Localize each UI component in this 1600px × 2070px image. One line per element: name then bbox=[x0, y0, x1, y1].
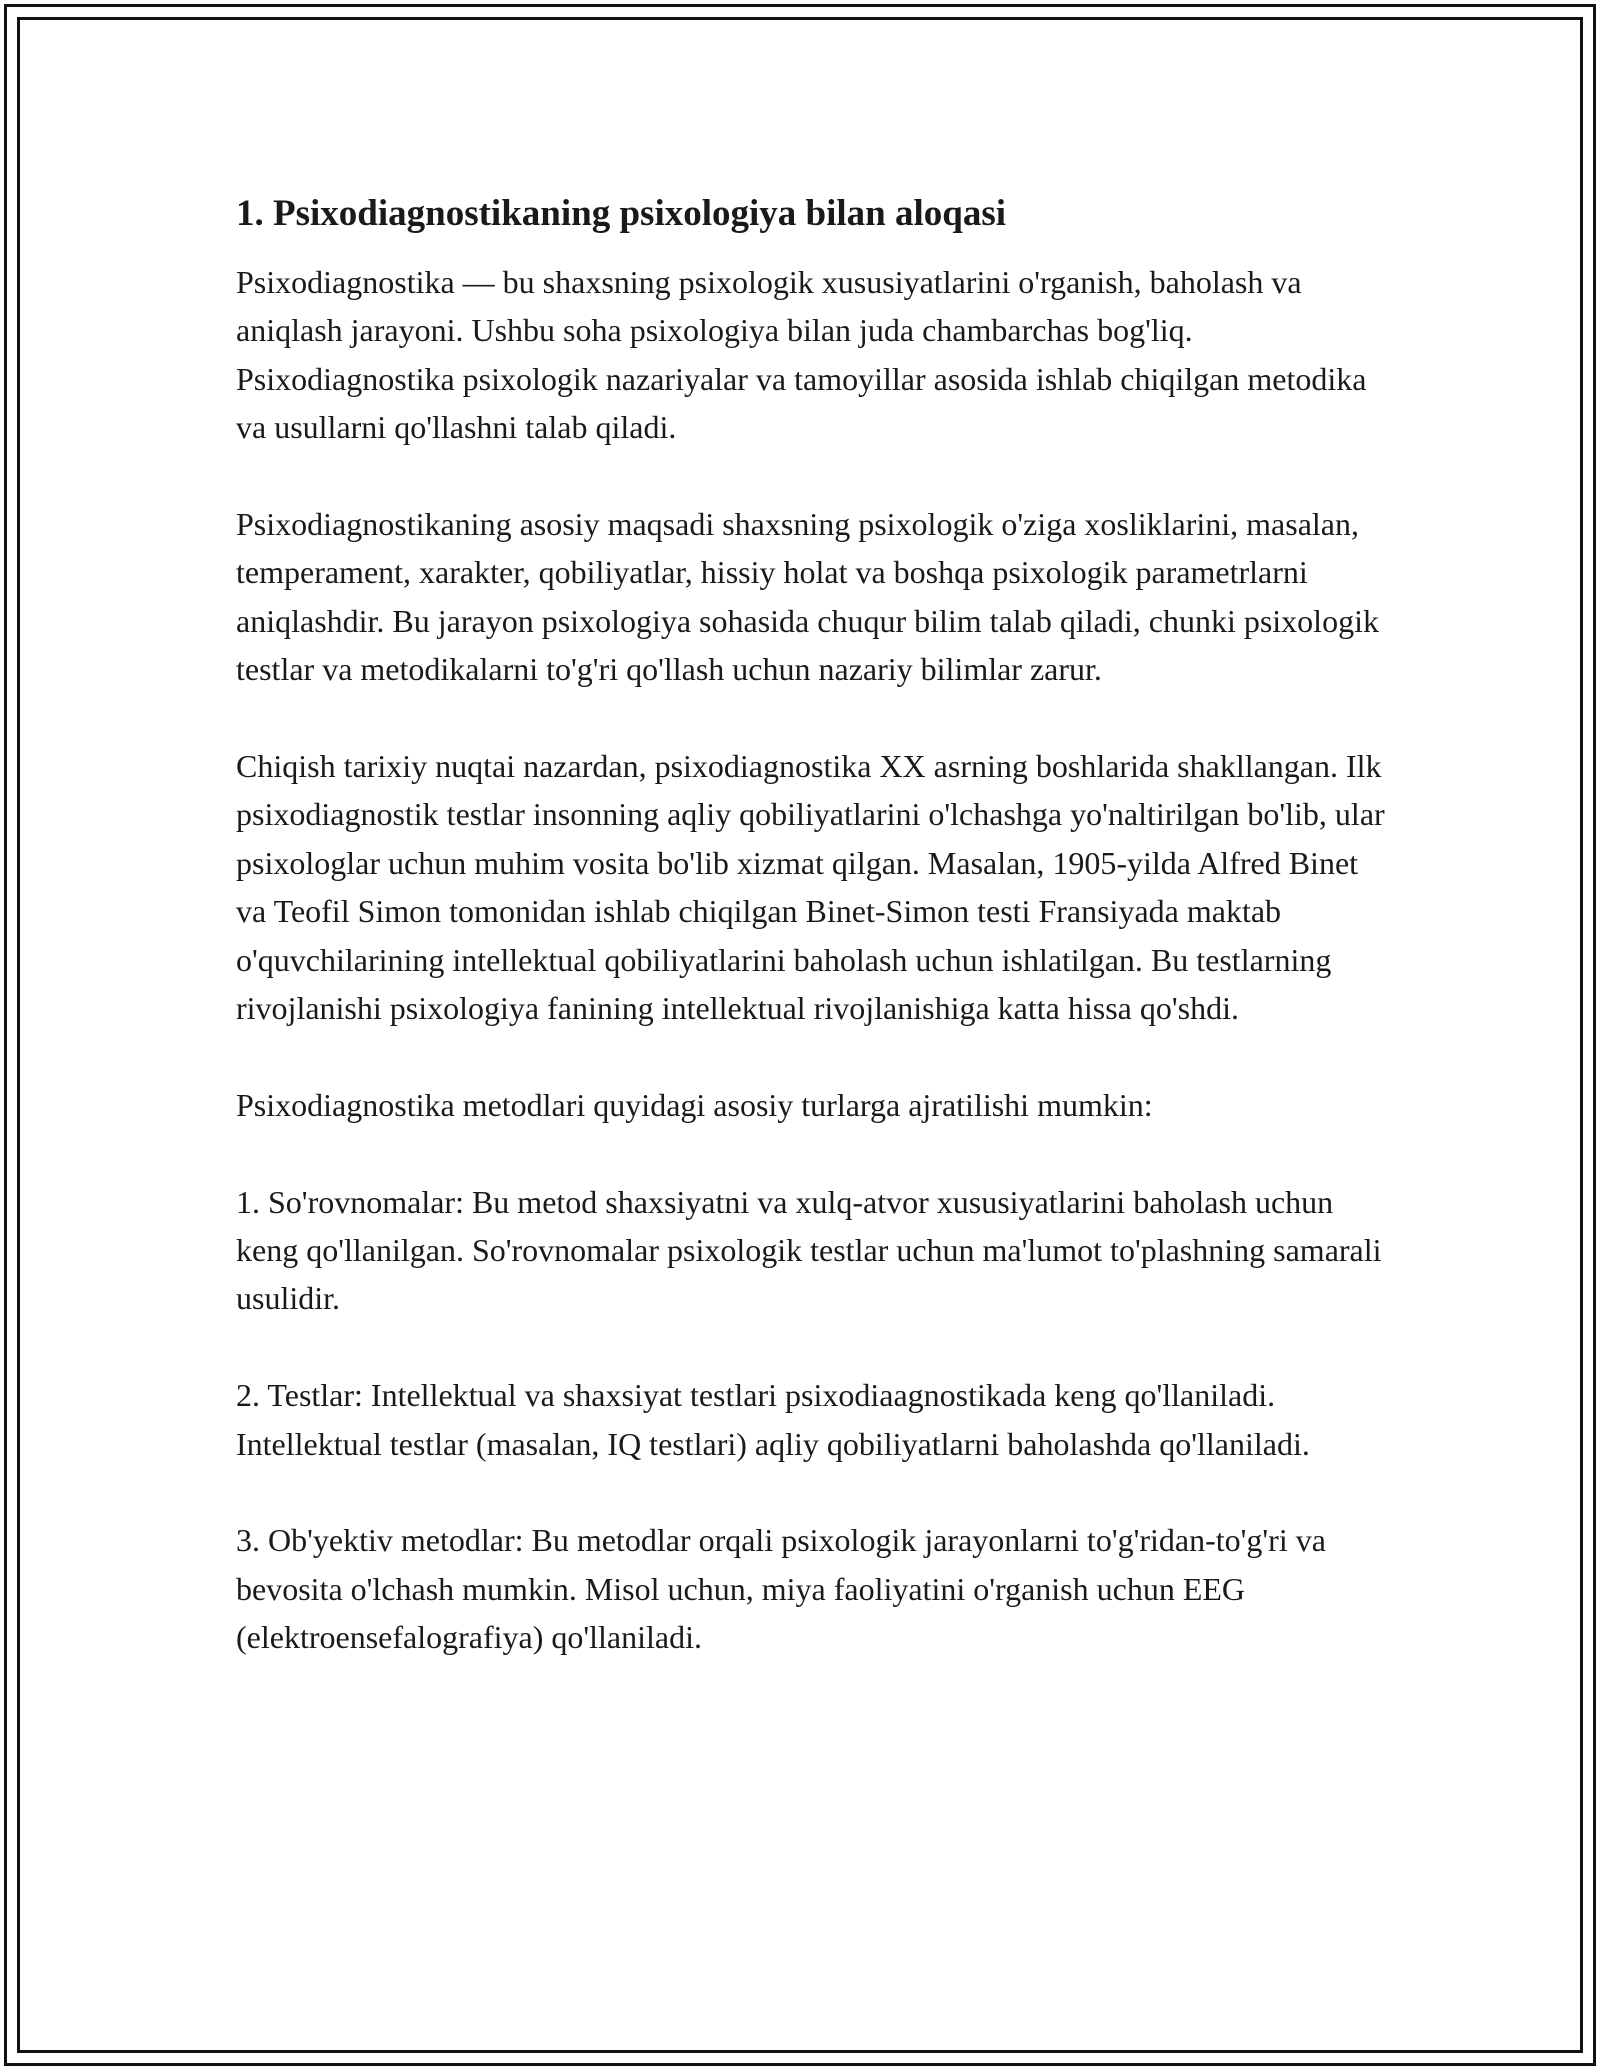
paragraph-purpose: Psixodiagnostikaning asosiy maqsadi shaxsning psixologik o'ziga xosliklarini, masalan, temperament, xarakter, qobiliyatlar, hissiy holat va boshqa psixologik parametrlarni aniqlashdir. Bu jarayon psixologiya sohasida chuqur bilim talab qiladi, chunki psixologik testlar va metodikalarni to'g'ri qo'llash uchun nazariy bilimlar zarur. bbox=[236, 506, 1379, 688]
paragraph-history: Chiqish tarixiy nuqtai nazardan, psixodiagnostika XX asrning boshlarida shakllangan. Ilk psixodiagnostik testlar insonning aqliy qobiliyatlarini o'lchashga yo'naltirilgan bo'lib, ular psixologlar uchun muhim vosita bo'lib xizmat qilgan. Masalan, 1905-yilda Alfred Binet va Teofil Simon tomonidan ishlab chiqilgan Binet-Simon testi Fransiyada maktab o'quvchilarining intellektual qobiliyatlarini baholash uchun ishlatilgan. Bu testlarning rivojlanishi psixologiya fanining intellektual rivojlanishiga katta hissa qo'shdi. bbox=[236, 748, 1385, 1027]
list-item-objective-methods: 3. Ob'yektiv metodlar: Bu metodlar orqali psixologik jarayonlarni to'g'ridan-to'g'ri va bevosita o'lchash mumkin. Misol uchun, miya faoliyatini o'rganish uchun EEG (elektroensefalografiya) qo'llaniladi. bbox=[236, 1522, 1326, 1656]
paragraph-definition: Psixodiagnostika — bu shaxsning psixologik xususiyatlarini o'rganish, baholash va aniqlash jarayoni. Ushbu soha psixologiya bilan juda chambarchas bog'liq. Psixodiagnostika psixologik nazariyalar va tamoyillar asosida ishlab chiqilgan metodika va usullarni qo'llashni talab qiladi. bbox=[236, 264, 1367, 446]
document-body bbox=[236, 190, 1396, 1710]
list-item-tests: 2. Testlar: Intellektual va shaxsiyat testlari psixodiaagnostikada keng qo'llaniladi. Intellektual testlar (masalan, IQ testlari) aqliy qobiliyatlarni baholashda qo'llaniladi. bbox=[236, 1377, 1310, 1462]
document-heading: 1. Psixodiagnostikaning psixologiya bilan aloqasi bbox=[236, 193, 1007, 234]
list-item-surveys: 1. So'rovnomalar: Bu metod shaxsiyatni va xulq-atvor xususiyatlarini baholash uchun keng qo'llanilgan. So'rovnomalar psixologik testlar uchun ma'lumot to'plashning samarali usulidir. bbox=[236, 1183, 1382, 1317]
paragraph-methods-intro: Psixodiagnostika metodlari quyidagi asosiy turlarga ajratilishi mumkin: bbox=[236, 1086, 1153, 1123]
